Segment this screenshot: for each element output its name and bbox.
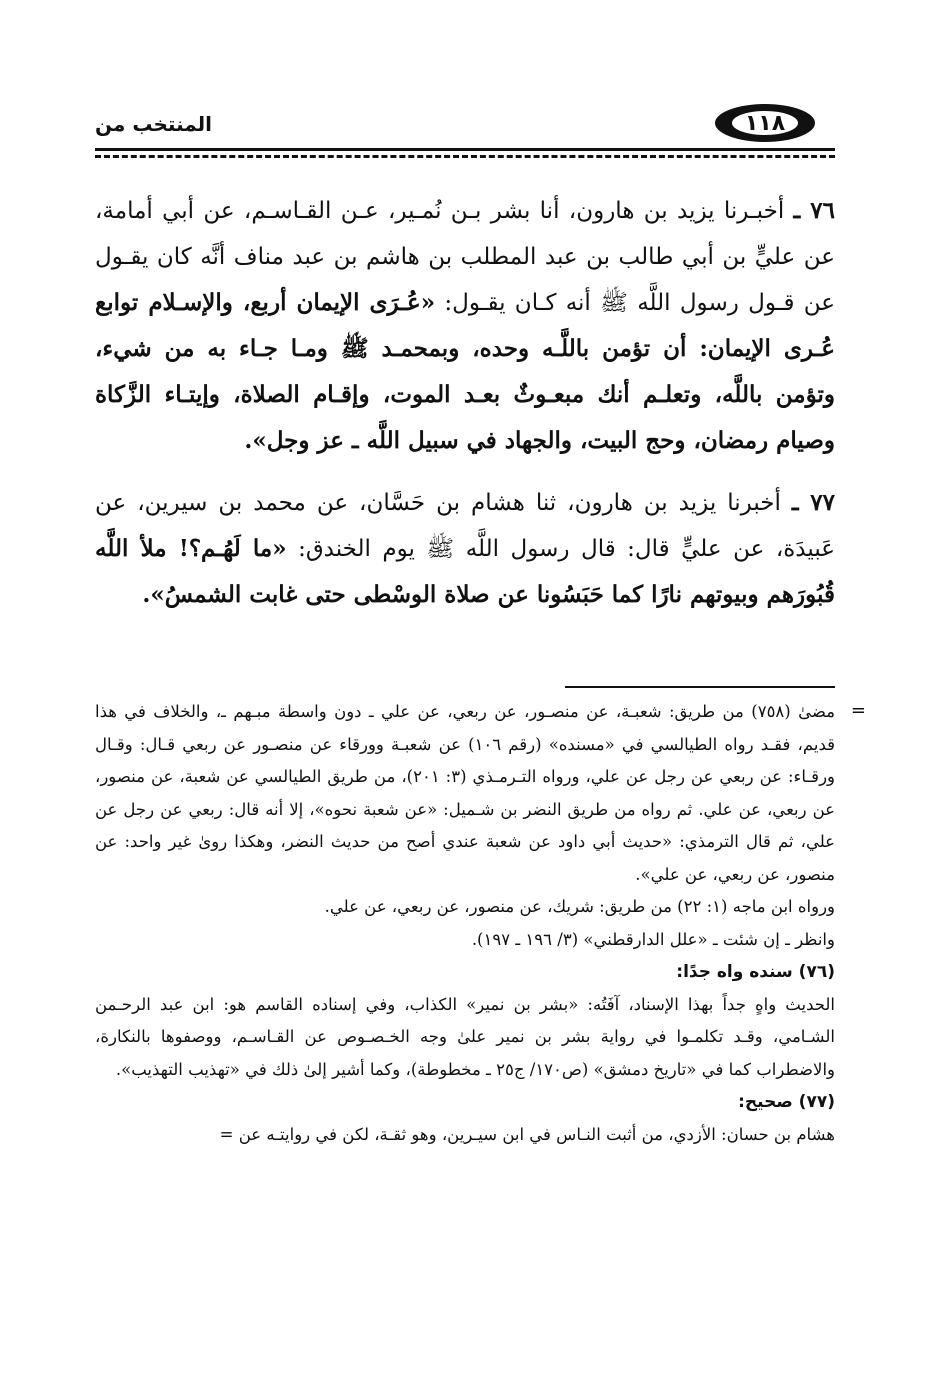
hadith-matn: «ما لَهُـم؟! ملأ اللَّه قُبُورَهم وبيوتهم نارًا كما حَبَسُونا عن صلاة الوسْطى حتى غابت الشمسُ». bbox=[95, 535, 835, 608]
footnote-text-76: الحديث واهٍ جداً بهذا الإسناد، آفَتُه: «بشر بن نمير» الكذاب، وفي إسناده القاسم هو: ابن عبد الرحـمن الشـامي، وقـد تكلمـوا في رواية بشر بن نمير علىٰ وجه الخـصـوص عن القـاسـم، ووصفوها بالنكارة، والاضطراب كما في «تاريخ دمشق» (ص١٧٠/ ج٢٥ ـ مخطوطة)، وكما أشير إلىٰ ذلك في «تهذيب التهذيب». bbox=[95, 994, 835, 1079]
header-dashed-rule bbox=[95, 155, 835, 158]
footnote-line: مضىٰ (٧٥٨) من طريق: شعبـة، عن منصـور، عن ربعي، عن علي ـ دون واسطة مبـهم ـ، والخلاف في هذا قديم، فقـد رواه الطيالسي في «مسنده» (رقم ١٠٦) عن شعبـة وورقاء عن منصـور عن ربعي قـال: وقـال ورقـاء: عن ربعي عن رجل عن علي، ورواه التـرمـذي (٣: ٢٠١)، من طريق الطيالسي عن شعبة، عن منصور، عن ربعي، عن علي. ثم رواه من طريق النضر بن شـميل: «عن شعبة نحوه»، إلا أنه قال: ربعي عن رجل عن علي، ثم قال الترمذي: «حديث أبي داود عن شعبة عندي أصح من حديث النضر، وهكذا روىٰ غير واحد: عن منصور، عن ربعي، عن علي». bbox=[95, 702, 835, 884]
hadith-76 bbox=[95, 188, 835, 464]
footnote-continuation-mark: = bbox=[850, 700, 866, 721]
footnote-heading-77: (٧٧) صحيح: bbox=[738, 1092, 835, 1112]
footnote-separator bbox=[565, 686, 835, 688]
hadith-number: ٧٦ ـ bbox=[793, 197, 836, 224]
hadith-isnad: أخبرنا يزيد بن هارون، ثنا هشام بن حَسَّان، عن محمد بن سيرين، عن عَبيدَة، عن عليٍّ قال: قال رسول اللَّه ﷺ يوم الخندق: bbox=[95, 490, 835, 562]
hadith-77 bbox=[95, 480, 835, 618]
main-text bbox=[95, 188, 835, 634]
footnote-text-77: هشام بن حسان: الأزدي، من أثبت النـاس في ابن سيـرين، وهو ثقـة، لكن في روايتـه عن = bbox=[219, 1124, 835, 1144]
hadith-isnad: أخبـرنا يزيد بن هارون، أنا بشر بـن نُمـير، عـن القـاسـم، عن أبي أمامة، عن عليٍّ بن أبي طالب بن عبد المطلب بن هاشم بن عبد مناف أنَّه كان يقـول عن قـول رسول اللَّه ﷺ أنه كـان يقـول: bbox=[95, 198, 835, 316]
page-number-badge bbox=[715, 104, 815, 142]
footnote-heading-76: (٧٦) سنده واه جدًا: bbox=[676, 962, 835, 982]
footnotes bbox=[95, 696, 835, 1151]
page-number: ١١٨ bbox=[732, 111, 798, 135]
book-title: المنتخب من bbox=[95, 112, 213, 136]
hadith-matn: «عُـرَى الإيمان أربع، والإسـلام توابع عُـرى الإيمان: أن تؤمن باللَّـه وحده، وبمحمـد ﷺ ومـا جـاء به من شيء، وتؤمن باللَّه، وتعلـم أنك مبعـوثٌ بعـد الموت، وإقـام الصلاة، وإيتـاء الزَّكاة وصيام رمضان، وحج البيت، والجهاد في سبيل اللَّه ـ عز وجل». bbox=[95, 289, 835, 454]
footnote-line: وانظر ـ إن شئت ـ «علل الدارقطني» (٣/ ١٩٦ ـ ١٩٧). bbox=[471, 929, 835, 949]
footnote-line: ورواه ابن ماجه (١: ٢٢) من طريق: شريك، عن منصور، عن ربعي، عن علي. bbox=[324, 897, 835, 916]
hadith-number: ٧٧ ـ bbox=[791, 489, 835, 516]
page-header bbox=[95, 98, 835, 158]
